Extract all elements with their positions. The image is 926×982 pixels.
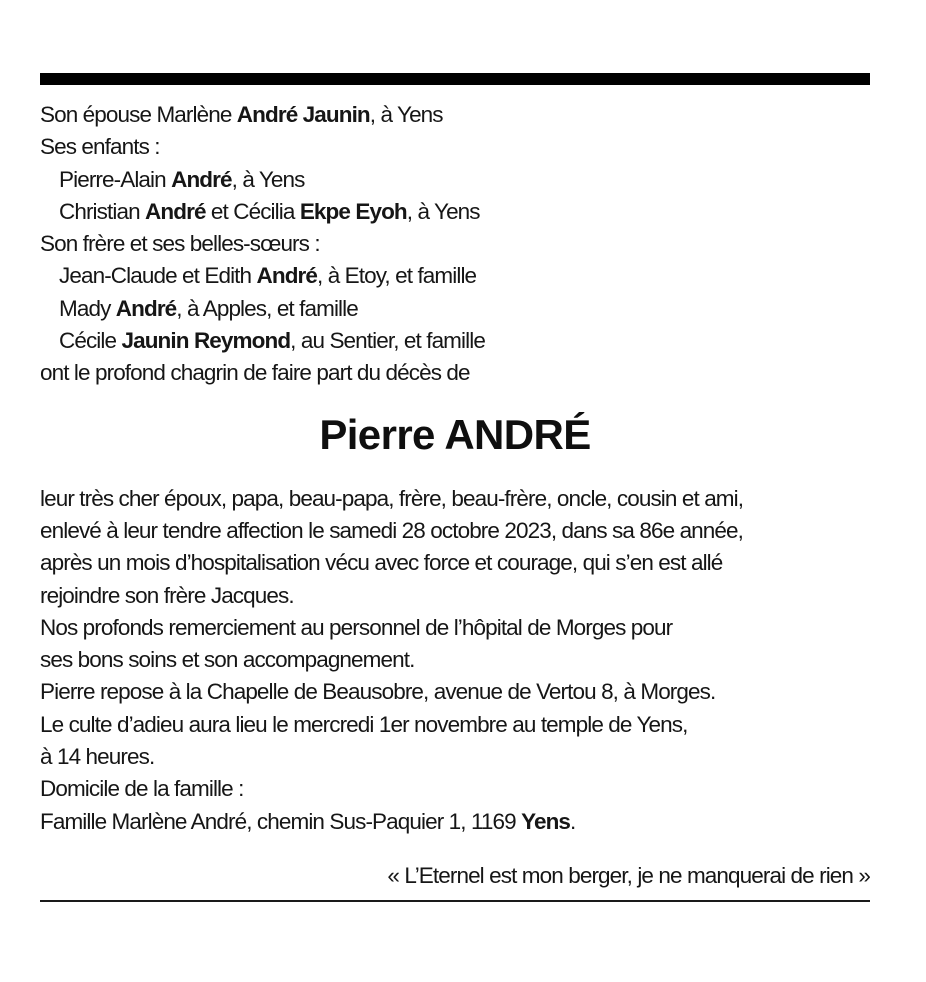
siblings-heading: Son frère et ses belles-sœurs : bbox=[40, 231, 320, 257]
sibling-line: Cécile Jaunin Reymond, au Sentier, et famille bbox=[59, 328, 485, 354]
address-line: Famille Marlène André, chemin Sus-Paquier 1, 1169 Yens. bbox=[40, 808, 576, 834]
body-line: Pierre repose à la Chapelle de Beausobre, avenue de Vertou 8, à Morges. bbox=[40, 679, 716, 705]
body-line: Nos profonds remerciement au personnel de l’hôpital de Morges pour bbox=[40, 614, 673, 640]
body-text bbox=[40, 483, 870, 838]
bottom-rule bbox=[40, 900, 870, 902]
obituary-notice bbox=[40, 73, 870, 902]
body-line: enlevé à leur tendre affection le samedi 28 octobre 2023, dans sa 86e année, bbox=[40, 517, 743, 543]
announcement-line: ont le profond chagrin de faire part du décès de bbox=[40, 360, 470, 386]
spouse-line: Son épouse Marlène André Jaunin, à Yens bbox=[40, 102, 443, 127]
child-line: Pierre-Alain André, à Yens bbox=[59, 166, 305, 192]
body-line: leur très cher époux, papa, beau-papa, frère, beau-frère, oncle, cousin et ami, bbox=[40, 485, 744, 511]
body-line: rejoindre son frère Jacques. bbox=[40, 582, 294, 608]
body-line: à 14 heures. bbox=[40, 744, 155, 770]
body-line: ses bons soins et son accompagnement. bbox=[40, 647, 415, 673]
sibling-line: Jean-Claude et Edith André, à Etoy, et famille bbox=[59, 263, 477, 289]
motto-quote: « L’Eternel est mon berger, je ne manquerai de rien » bbox=[387, 862, 870, 888]
top-rule bbox=[40, 73, 870, 85]
body-line: Le culte d’adieu aura lieu le mercredi 1er novembre au temple de Yens, bbox=[40, 711, 688, 737]
sibling-line: Mady André, à Apples, et famille bbox=[59, 295, 358, 321]
body-line: Domicile de la famille : bbox=[40, 776, 244, 802]
body-line: après un mois d’hospitalisation vécu avec force et courage, qui s’en est allé bbox=[40, 550, 723, 576]
child-line: Christian André et Cécilia Ekpe Eyoh, à Yens bbox=[59, 198, 480, 224]
deceased-name: Pierre ANDRÉ bbox=[319, 410, 591, 458]
children-heading: Ses enfants : bbox=[40, 134, 160, 160]
